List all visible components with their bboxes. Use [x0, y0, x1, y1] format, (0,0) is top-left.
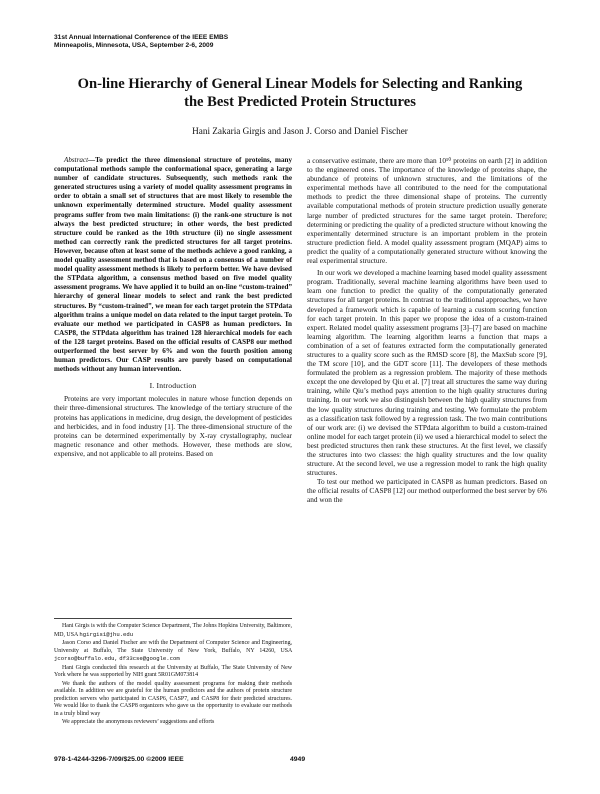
email-girgis[interactable]: hgirgis1@jhu.edu	[79, 630, 134, 638]
footnote-funding: Hani Girgis conducted this research at the University at Buffalo, The State University of New York where he was supported by NIH grant 5R01GM073814	[54, 664, 292, 678]
right-column	[307, 156, 547, 505]
left-column	[54, 156, 292, 458]
conference-name: 31st Annual International Conference of the IEEE EMBS	[54, 34, 229, 41]
intro-paragraph-1: Proteins are very important molecules in nature whose function depends on their three-dimensional structures. The knowledge of the tertiary structure of the proteins has applications in medicine, drug design, the development of pesticides and herbicides, and in food industry [1]. The three-dimensional structure of the proteins can be determined experimentally by X-ray crystallography, nuclear magnetic resonance and other methods. However, these methods are slow, expensive, and not applicable to all proteins. Based on	[54, 394, 292, 458]
footnote-acknowledgement: We thank the authors of the model quality assessment programs for making their methods available. In addition we are grateful for the human predictors and the authors of protein structure prediction servers who participated in CASP6, CASP7, and CASP8 for their predicted structures. We would like to thank the CASP8 organizers who gave us the opportunity to evaluate our methods in a truly blind way	[54, 680, 292, 717]
abstract	[54, 156, 292, 374]
footnote-affiliation-girgis: Hani Girgis is with the Computer Science Department, The Johns Hopkins University, Baltimore, MD, USA hgirgis1@jhu.edu	[54, 623, 292, 638]
conference-location-date: Minneapolis, Minnesota, USA, September 2-6, 2009	[54, 42, 214, 50]
title-line-2: the Best Predicted Protein Structures	[184, 94, 416, 110]
section-heading-introduction: I. Introduction	[149, 381, 197, 391]
abstract-text: —To predict the three dimensional structure of proteins, many computational methods sample the conformational space, generating a large number of candidate structures. Subsequently, such methods rank the generated structures using a variety of model quality assessment programs in order to obtain a small set of structures that are most likely to resemble the unknown experimentally determined structure. Model quality assessment programs suffer from two main limitations: (i) the rank-one structure is not always the best predicted structure; in other words, the best predicted structure could be ranked as the 10th structure (ii) no single assessment method can correctly rank the predicted structures for all target proteins. However, because often at least some of the methods achieve a good ranking, a model quality assessment method that is based on a consensus of a number of model quality assessment methods is likely to perform better. We have devised the STPdata algorithm, a consensus method based on five model quality assessment programs. We have applied it to build an on-line “custom-trained” hierarchy of general linear models to select and rank the best predicted structures. By “custom-trained”, we mean for each target protein the STPdata algorithm trains a unique model on data related to the input target protein. To evaluate our method we participated in CASP8 as human predictors. In CASP8, the STPdata algorithm has trained 128 hierarchical models for each of the 128 target proteins. Based on the official results of CASP8 our method outperformed the best server by 6% and won the fourth position among human predictors. Our CASP results are purely based on computational methods without any human intervention.	[54, 156, 292, 374]
page-number: 4949	[290, 756, 306, 763]
email-corso[interactable]: jcorso@buffalo.edu,	[54, 655, 118, 662]
footnote-reviewers: We appreciate the anonymous reviewers’ suggestions and efforts	[62, 719, 215, 725]
author-list: Hani Zakaria Girgis and Jason J. Corso and Daniel Fischer	[192, 126, 408, 136]
paper-title	[40, 75, 560, 111]
email-fischer[interactable]: df33cse@google.com	[119, 655, 180, 662]
isbn-copyright: 978-1-4244-3296-7/09/$25.00 ©2009 IEEE	[54, 756, 184, 763]
footnotes	[54, 618, 292, 728]
intro-paragraph-3: In our work we developed a machine learning based model quality assessment program. Traditionally, several machine learning algorithms have been used to learn one function to predict the quality of the computationally generated structures for all target proteins. In contrast to the traditional approaches, we have developed a framework which is capable of learning a custom scoring function for each target protein. In this paper we propose the idea of a custom-trained expert. Related model quality assessment programs [3]–[7] are based on machine learning algorithm. The learning algorithm learns a function that maps a combination of a set of features extracted form the computationally generated structures to a quality score such as the RMSD score [8], the MaxSub score [9], the TM score [10], and the GDT score [11]. The developers of these methods formulated the problem as a regression problem. The majority of these methods except the one developed by Qiu et al. [7] treat all structures the same way during training, while Qiu’s method pays attention to the high quality structures during training. In our work we also distinguish between the high quality structures from the low quality structures during training and testing. We formulate the problem as a classification task followed by a regression task. The two main contributions of our work are: (i) we devised the STPdata algorithm to build a custom-trained online model for each target protein (ii) we used a hierarchical model to select the best predicted structures then rank these structures. At the first level, we classify the structures into two classes: the high quality structures and the low quality structure. At the second level, we use a regression model to rank the high quality structures.	[307, 268, 547, 478]
footnote-affiliation-corso-fischer: Jason Corso and Daniel Fischer are with the Department of Computer Science and Engineering, University at Buffalo, The State University of New York, Buffalo, NY 14260, USA jcorso@buffalo.edu, df33cse@google.com	[54, 640, 292, 662]
intro-paragraph-2: a conservative estimate, there are more than 10¹⁰ proteins on earth [2] in addition to the engineered ones. The importance of the knowledge of proteins shape, the abundance of proteins of unknown structures, and the limitations of the experimental methods have all contributed to the need for the computational methods to predict the three dimensional shape of proteins. The currently available computational methods of protein structure prediction usually generate large number of predicted structures for the same target protein. Therefore; determining or predicting the quality of a predicted structure without knowing the experimentally determined structure is an important problem in the protein structure prediction field. A model quality assessment program (MQAP) aims to predict the quality of a computationally generated structure without knowing the real experimental structure.	[307, 156, 547, 266]
conference-header	[54, 34, 228, 51]
abstract-lead: Abstract	[64, 156, 89, 164]
intro-paragraph-4: To test our method we participated in CASP8 as human predictors. Based on the official results of CASP8 [12] our method outperformed the best server by 6% and won the	[307, 477, 547, 505]
title-line-1: On-line Hierarchy of General Linear Models for Selecting and Ranking	[77, 76, 523, 92]
